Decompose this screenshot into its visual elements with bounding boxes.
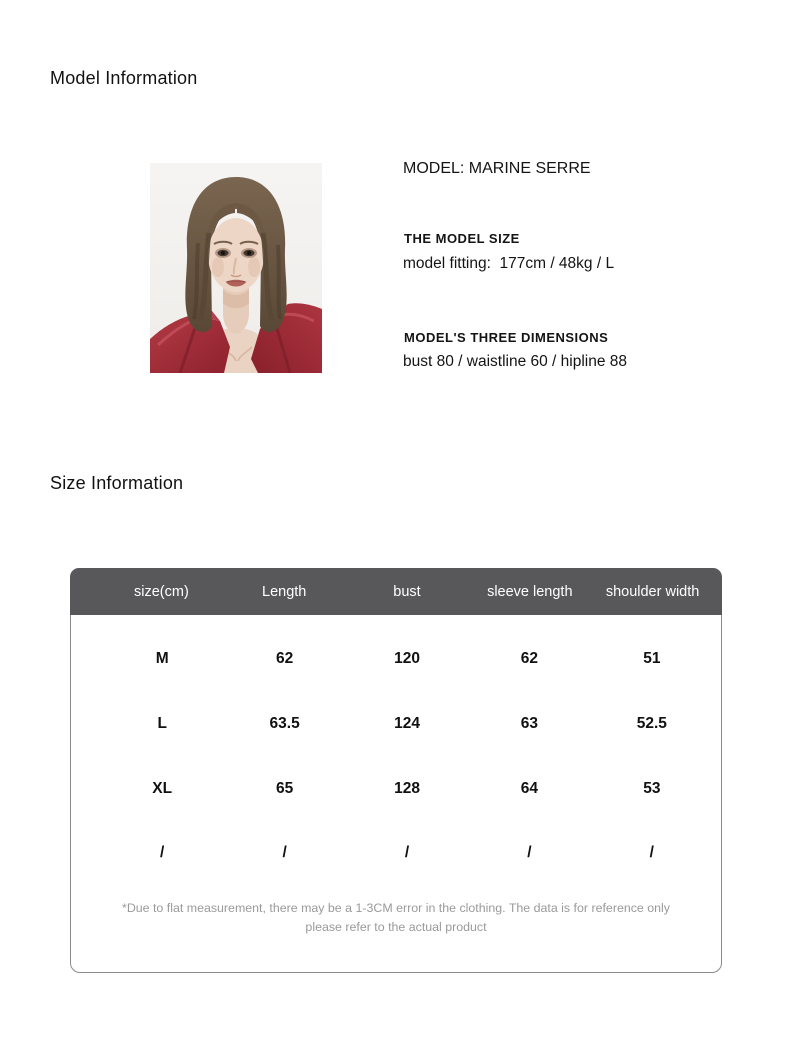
cell-length: 62	[275, 650, 294, 668]
cell-shoulder-width: 53	[643, 779, 661, 797]
size-information-heading: Size Information	[50, 473, 184, 493]
table-row-xl	[71, 756, 721, 821]
table-row-empty	[71, 821, 721, 886]
cell-bust: 120	[394, 650, 420, 668]
model-information-heading: Model Information	[50, 68, 198, 88]
column-header-shoulder-width: shoulder width	[605, 583, 700, 600]
model-photo	[150, 163, 322, 373]
column-header-size: size(cm)	[134, 583, 189, 600]
cell-bust: 128	[394, 779, 420, 797]
cell-size: M	[155, 650, 169, 668]
table-row-m	[71, 627, 721, 692]
cell-bust: /	[404, 844, 410, 862]
column-header-sleeve-length: sleeve length	[487, 583, 573, 600]
model-size-label: THE MODEL SIZE	[404, 231, 520, 246]
cell-length: /	[282, 844, 287, 862]
size-chart-table	[70, 568, 722, 973]
table-row-l	[71, 692, 721, 757]
footnote-line-2: please refer to the actual product	[305, 919, 487, 934]
cell-length: 65	[275, 779, 294, 797]
model-dimensions-line: bust 80 / waistline 60 / hipline 88	[403, 353, 628, 370]
cell-shoulder-width: /	[649, 844, 654, 862]
cell-size: /	[160, 844, 165, 862]
cell-shoulder-width: 52.5	[636, 715, 667, 733]
model-portrait-illustration	[150, 163, 322, 373]
cell-bust: 124	[394, 715, 420, 733]
model-fitting-line: model fitting: 177cm / 48kg / L	[403, 255, 615, 272]
cell-size: XL	[152, 779, 173, 797]
cell-sleeve-length: 64	[520, 779, 539, 797]
cell-sleeve-length: 62	[520, 650, 539, 668]
footnote-line-1: *Due to flat measurement, there may be a 1-3CM error in the clothing. The data is for reference only	[122, 900, 670, 915]
cell-sleeve-length: /	[527, 844, 532, 862]
model-dimensions-label: MODEL'S THREE DIMENSIONS	[404, 330, 609, 345]
cell-sleeve-length: 63	[520, 715, 539, 733]
column-header-bust: bust	[393, 583, 421, 600]
size-chart-header-row	[70, 568, 722, 615]
cell-length: 63.5	[269, 715, 300, 733]
size-chart-footnote	[71, 899, 721, 937]
cell-shoulder-width: 51	[643, 650, 661, 668]
cell-size: L	[157, 715, 167, 733]
column-header-length: Length	[262, 583, 307, 600]
model-name-line: MODEL: MARINE SERRE	[403, 160, 591, 177]
size-chart-body	[70, 615, 722, 973]
